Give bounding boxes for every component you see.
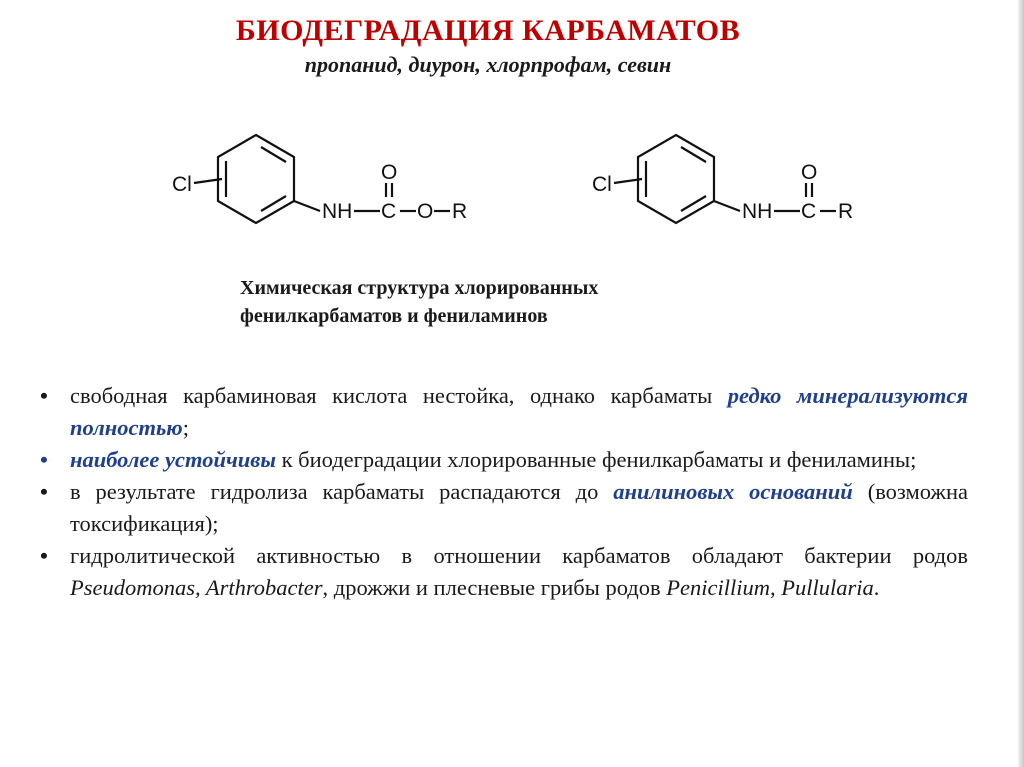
benzene-ring <box>638 135 714 223</box>
slide-right-edge <box>1018 0 1024 767</box>
carbon-label-right: C <box>801 200 817 223</box>
bullet-text: . <box>873 575 880 600</box>
genus-names: Pseudomonas, Arthrobacter <box>70 575 323 600</box>
carbon-label-left: C <box>381 200 397 223</box>
bullet-text: , дрожжи и плесневые грибы родов <box>322 575 667 600</box>
bullet-marker: • <box>40 479 48 504</box>
carbonyl-oxygen-label-right: O <box>801 161 818 184</box>
nh-label-left: NH <box>322 200 353 223</box>
bullet-highlight: редко минерализуются полностью <box>70 383 969 440</box>
bullet-list <box>40 380 968 604</box>
r-group-label-left: R <box>452 200 468 223</box>
nh-label-right: NH <box>742 200 773 223</box>
structure-phenylamine <box>580 125 880 245</box>
carbonyl-oxygen-label-left: O <box>381 161 398 184</box>
bullet-marker: • <box>40 447 48 472</box>
benzene-ring <box>218 135 294 223</box>
caption-line-2: фенилкарбаматов и фениламинов <box>240 305 548 327</box>
r-group-label-right: R <box>838 200 854 223</box>
structure-caption <box>240 274 800 330</box>
bullet-text: ; <box>182 415 189 440</box>
bullet-text: в результате гидролиза карбаматы распадаются до <box>70 479 614 504</box>
bullet-text: к биодеградации хлорированные фенилкарбаматы и фениламины; <box>275 447 917 472</box>
bullet-highlight: анилиновых оснований <box>613 479 853 504</box>
bullet-item <box>40 476 968 540</box>
bullet-text: (возможна токсификация); <box>70 479 968 536</box>
chlorine-label-left: Cl <box>172 173 192 196</box>
ester-oxygen-label-left: O <box>417 200 434 223</box>
bullet-marker: • <box>40 543 48 568</box>
bullet-item <box>40 540 968 604</box>
structure-phenylcarbamate <box>160 125 500 245</box>
bullet-marker: • <box>40 383 48 408</box>
slide-subtitle: пропанид, диурон, хлорпрофам, севин <box>304 52 672 77</box>
bullet-highlight: наиболее устойчивы <box>70 447 276 472</box>
bullet-text: свободная карбаминовая кислота нестойка, однако карбаматы <box>70 383 728 408</box>
bullet-text: гидролитической активностью в отношении карбаматов обладают бактерии родов <box>70 543 968 568</box>
bullet-item <box>40 444 968 476</box>
genus-names: Penicillium, Pullularia <box>666 575 874 600</box>
chlorine-label-right: Cl <box>592 173 612 196</box>
bullet-item <box>40 380 968 444</box>
caption-line-1: Химическая структура хлорированных <box>240 277 599 299</box>
slide-title: БИОДЕГРАДАЦИЯ КАРБАМАТОВ <box>235 14 741 47</box>
